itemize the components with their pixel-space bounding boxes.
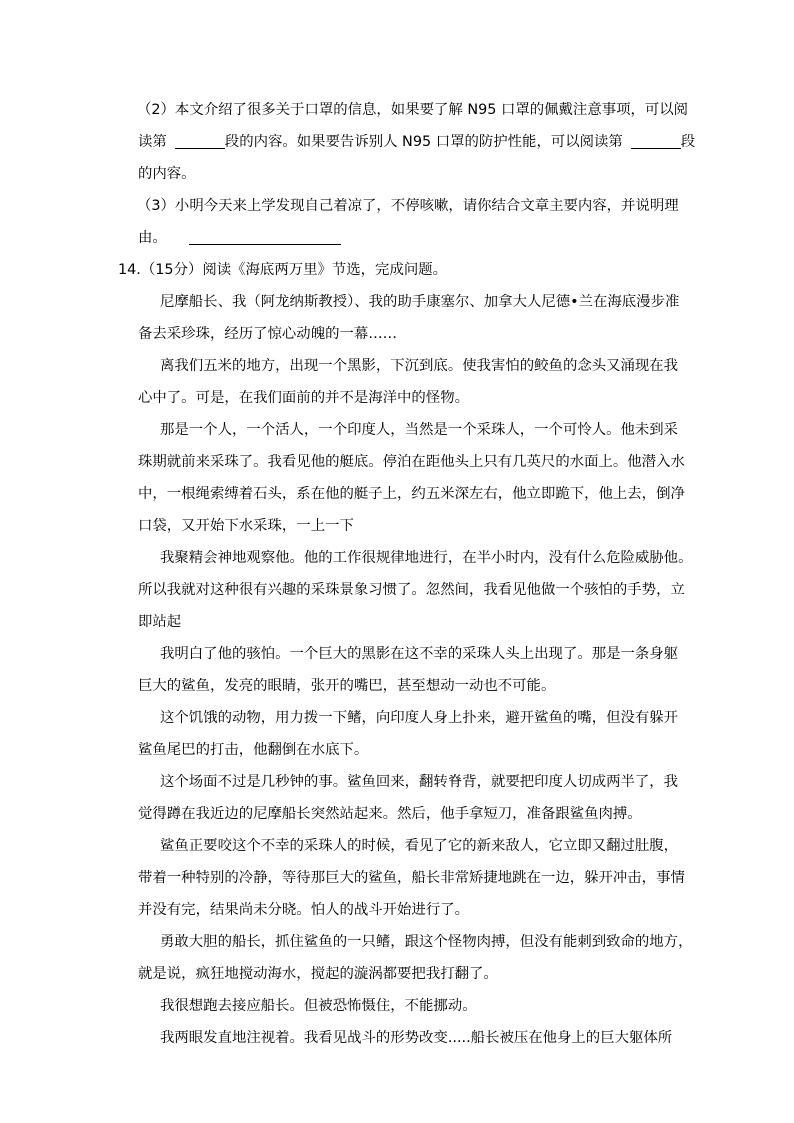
question-14-title: 14.（15分）阅读《海底两万里》节选，完成问题。 xyxy=(118,262,448,278)
reading-passage xyxy=(0,286,794,1054)
passage-line: 觉得蹲在我近边的尼摩船长突然站起来。然后，他手拿短刀，准备跟鲨鱼肉搏。 xyxy=(138,806,642,822)
q3-line-1: （3）小明今天来上学发现自己着凉了，不停咳嗽，请你结合文章主要内容，并说明理 xyxy=(137,198,679,214)
passage-line: 中，一根绳索缚着石头，系在他的艇子上，约五米深左右，他立即跪下，他上去，倒净 xyxy=(138,486,685,502)
q3-line-2 xyxy=(138,222,675,254)
passage-line: 巨大的鲨鱼，发亮的眼睛，张开的嘴巴，甚至想动一动也不可能。 xyxy=(138,678,556,694)
passage-line: 我明白了他的骇怕。一个巨大的黑影在这不幸的采珠人头上出现了。那是一条身躯 xyxy=(160,646,679,662)
q3-text: 由。 xyxy=(138,230,167,246)
passage-line: 我很想跑去接应船长。但被恐怖慑住，不能挪动。 xyxy=(160,998,477,1014)
passage-line: 并没有完，结果尚未分晓。怕人的战斗开始进行了。 xyxy=(138,902,469,918)
answer-blank-3[interactable] xyxy=(189,228,341,245)
passage-line: 即站起 xyxy=(138,614,182,630)
passage-line: 就是说，疯狂地搅动海水，搅起的漩涡都要把我打翻了。 xyxy=(138,966,498,982)
passage-line: 这个饥饿的动物，用力拨一下鳍，向印度人身上扑来，避开鲨鱼的嘴，但没有躲开 xyxy=(160,710,679,726)
q2-line-3: 的内容。 xyxy=(138,166,196,182)
q2-text-c: 段 xyxy=(680,134,696,150)
passage-line: 所以我就对这种很有兴趣的采珠景象习惯了。忽然间，我看见他做一个骇怕的手势，立 xyxy=(138,582,685,598)
passage-line: 鲨鱼正要咬这个不幸的采珠人的时候，看见了它的新来敌人，它立即又翻过肚腹， xyxy=(160,838,679,854)
passage-line: 我聚精会神地观察他。他的工作很规律地进行，在半小时内，没有什么危险威胁他。 xyxy=(160,550,693,566)
q2-text-a: 读第 xyxy=(138,134,167,150)
q2-text-b: 段的内容。如果要告诉别人 N95 口罩的防护性能，可以阅读第 xyxy=(224,134,623,150)
passage-line: 那是一个人，一个活人，一个印度人，当然是一个采珠人，一个可怜人。他未到采 xyxy=(160,422,679,438)
passage-line: 勇敢大胆的船长，抓住鲨鱼的一只鳍，跟这个怪物肉搏，但没有能刺到致命的地方， xyxy=(160,934,693,950)
passage-line: 带着一种特别的冷静，等待那巨大的鲨鱼，船长非常矫捷地跳在一边，躲开冲击，事情 xyxy=(138,870,685,886)
q2-line-2 xyxy=(138,126,696,158)
passage-line: 鲨鱼尾巴的打击，他翻倒在水底下。 xyxy=(138,742,369,758)
passage-line: 珠期就前来采珠了。我看见他的艇底。停泊在距他头上只有几英尺的水面上。他潜入水 xyxy=(138,454,685,470)
passage-line: 口袋，又开始下水采珠，一上一下 xyxy=(138,518,354,534)
document-page xyxy=(0,94,794,1054)
passage-line: 这个场面不过是几秒钟的事。鲨鱼回来，翻转脊背，就要把印度人切成两半了，我 xyxy=(160,774,679,790)
passage-line: 心中了。可是，在我们面前的并不是海洋中的怪物。 xyxy=(138,390,469,406)
answer-blank-1[interactable] xyxy=(175,132,225,149)
passage-line: 离我们五米的地方，出现一个黑影，下沉到底。使我害怕的鲛鱼的念头又涌现在我 xyxy=(160,358,679,374)
passage-line: 我两眼发直地注视着。我看见战斗的形势改变.....船长被压在他身上的巨大躯体所 xyxy=(160,1030,673,1046)
q2-line-1: （2）本文介绍了很多关于口罩的信息，如果要了解 N95 口罩的佩戴注意事项，可以阅 xyxy=(137,102,689,118)
answer-blank-2[interactable] xyxy=(631,132,681,149)
passage-line: 备去采珍珠，经历了惊心动魄的一幕…… xyxy=(138,326,398,342)
passage-line: 尼摩船长、我（阿龙纳斯教授）、我的助手康塞尔、加拿大人尼德•兰在海底漫步准 xyxy=(160,294,680,310)
